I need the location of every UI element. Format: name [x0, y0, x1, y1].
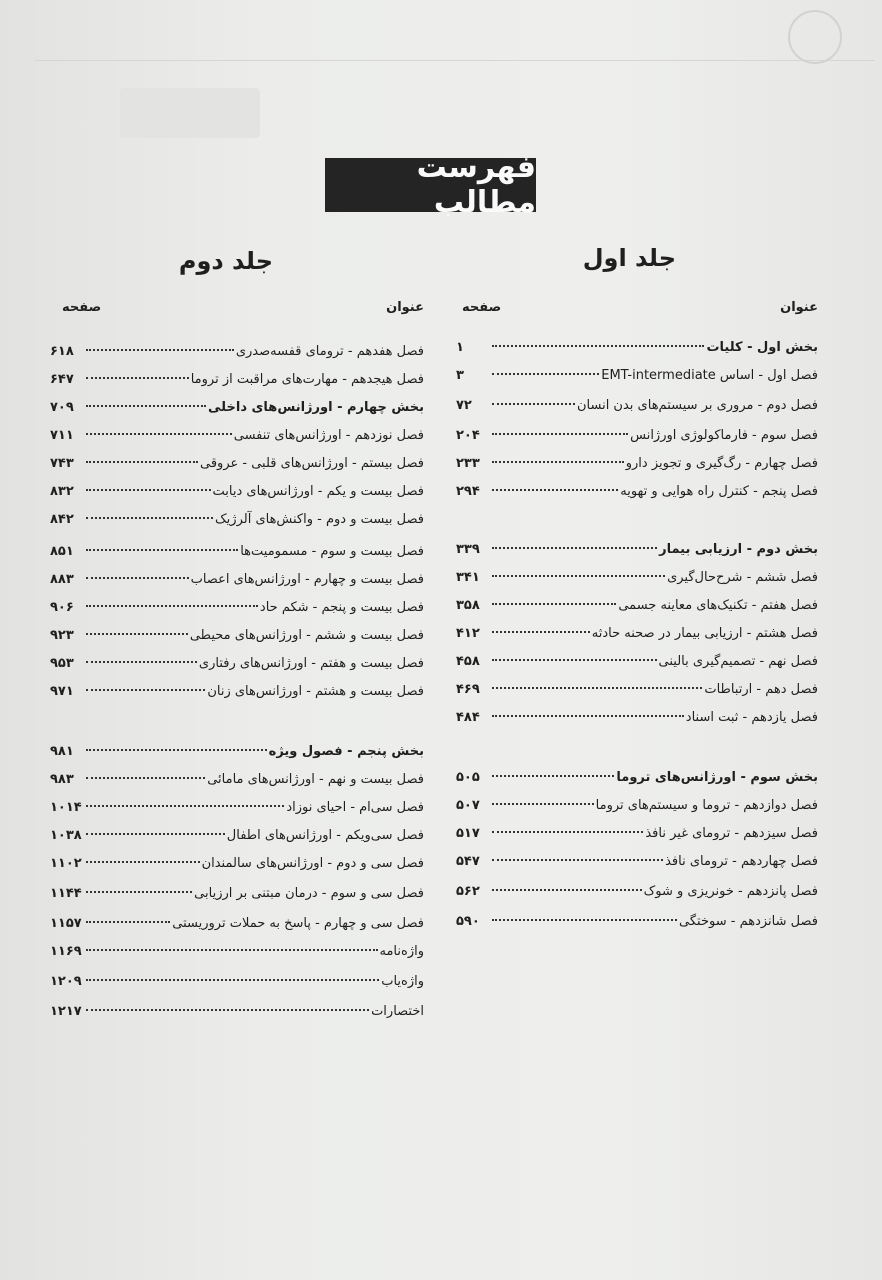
toc-chapter-row: [456, 914, 818, 938]
toc-entry-title: فصل بیست و هفتم - اورژانس‌های رفتاری: [198, 656, 424, 671]
toc-entry-title: فصل دوم - مروری بر سیستم‌های بدن انسان: [576, 398, 818, 413]
dot-leader: [492, 889, 642, 891]
toc-entry-title: فصل چهارم - رگ‌گیری و تجویز دارو: [625, 456, 818, 471]
toc-chapter-row: [50, 944, 424, 968]
dot-leader: [86, 891, 192, 893]
toc-entry-page: ۱۱۵۷: [50, 916, 82, 931]
dot-leader: [86, 949, 378, 951]
toc-chapter-row: [456, 710, 818, 734]
dot-leader: [492, 403, 575, 405]
toc-chapter-row: [50, 1004, 424, 1028]
toc-entry-title: فصل بیست و ششم - اورژانس‌های محیطی: [189, 628, 424, 643]
toc-chapter-row: [456, 854, 818, 878]
dot-leader: [492, 461, 624, 463]
toc-chapter-row: [50, 886, 424, 910]
toc-entry-page: ۵۰۷: [456, 798, 480, 813]
toc-entry-title: بخش دوم - ارزیابی بیمار: [659, 542, 818, 557]
toc-chapter-row: [50, 372, 424, 396]
volume-one-title: جلد اول: [582, 244, 676, 272]
toc-entry-title: فصل سوم - فارماکولوژی اورژانس: [630, 428, 818, 443]
dot-leader: [86, 979, 379, 981]
toc-entry-title: فصل اول - اساس EMT-intermediate: [601, 368, 818, 383]
dot-leader: [86, 861, 200, 863]
faded-page-badge: [788, 10, 842, 64]
toc-entry-title: فصل هشتم - ارزیابی بیمار در صحنه حادثه: [591, 626, 818, 641]
toc-entry-page: ۴۸۴: [456, 710, 480, 725]
toc-entry-title: بخش اول - کلیات: [706, 340, 818, 355]
dot-leader: [492, 715, 684, 717]
dot-leader: [86, 461, 198, 463]
faded-running-header: [35, 38, 875, 61]
toc-chapter-row: [50, 974, 424, 998]
toc-entry-title: فصل بیست و پنجم - شکم حاد: [259, 600, 424, 615]
dot-leader: [86, 577, 189, 579]
toc-entry-title: اختصارات: [371, 1004, 424, 1019]
dot-leader: [492, 433, 628, 435]
toc-entry-title: فصل دهم - ارتباطات: [704, 682, 818, 697]
toc-chapter-row: [50, 544, 424, 568]
toc-chapter-row: [50, 572, 424, 596]
volume-one-header-row: [456, 300, 818, 322]
toc-entry-title: فصل بیست و سوم - مسمومیت‌ها: [240, 544, 424, 559]
toc-entry-title: فصل بیست و هشتم - اورژانس‌های زنان: [207, 684, 424, 699]
dot-leader: [492, 489, 618, 491]
toc-entry-page: ۷۲: [456, 398, 472, 413]
dot-leader: [86, 405, 206, 407]
toc-part-row: [456, 542, 818, 566]
toc-chapter-row: [50, 484, 424, 508]
toc-chapter-row: [50, 456, 424, 480]
dot-leader: [86, 489, 211, 491]
toc-chapter-row: [456, 626, 818, 650]
toc-entry-title: بخش سوم - اورژانس‌های تروما: [616, 770, 818, 785]
toc-entry-page: ۷۰۹: [50, 400, 74, 415]
dot-leader: [492, 775, 614, 777]
toc-entry-page: ۹۸۳: [50, 772, 74, 787]
toc-entry-page: ۹۵۳: [50, 656, 74, 671]
toc-entry-page: ۷۱۱: [50, 428, 74, 443]
column-title-label: عنوان: [780, 300, 818, 315]
toc-chapter-row: [50, 916, 424, 940]
dot-leader: [492, 659, 657, 661]
toc-part-row: [456, 770, 818, 794]
dot-leader: [86, 661, 197, 663]
dot-leader: [86, 689, 205, 691]
toc-chapter-row: [50, 800, 424, 824]
toc-part-row: [456, 340, 818, 364]
toc-entry-title: فصل سی و دوم - اورژانس‌های سالمندان: [201, 856, 424, 871]
toc-part-row: [50, 400, 424, 424]
toc-entry-title: فصل نوزدهم - اورژانس‌های تنفسی: [233, 428, 424, 443]
toc-chapter-row: [456, 682, 818, 706]
dot-leader: [86, 433, 232, 435]
toc-entry-title: فصل سی و سوم - درمان مبتنی بر ارزیابی: [194, 886, 424, 901]
dot-leader: [86, 805, 284, 807]
dot-leader: [86, 349, 234, 351]
toc-entry-page: ۴۶۹: [456, 682, 480, 697]
dot-leader: [492, 373, 599, 375]
toc-chapter-row: [456, 368, 818, 392]
toc-chapter-row: [50, 656, 424, 680]
toc-entry-page: ۱۰۳۸: [50, 828, 82, 843]
toc-chapter-row: [50, 828, 424, 852]
toc-entry-title: فصل ششم - شرح‌حال‌گیری: [667, 570, 818, 585]
dot-leader: [492, 345, 704, 347]
toc-entry-page: ۵۱۷: [456, 826, 480, 841]
column-page-label: صفحه: [462, 300, 502, 315]
toc-entry-page: ۹۸۱: [50, 744, 74, 759]
toc-chapter-row: [50, 628, 424, 652]
toc-entry-page: ۹۰۶: [50, 600, 74, 615]
dot-leader: [86, 549, 238, 551]
toc-chapter-row: [50, 344, 424, 368]
toc-entry-page: ۱۰۱۴: [50, 800, 82, 815]
toc-chapter-row: [456, 428, 818, 452]
toc-entry-page: ۳۴۱: [456, 570, 480, 585]
toc-chapter-row: [50, 772, 424, 796]
toc-chapter-row: [456, 654, 818, 678]
toc-entry-title: فصل بیست و چهارم - اورژانس‌های اعصاب: [190, 572, 424, 587]
toc-entry-page: ۴۱۲: [456, 626, 480, 641]
volume-two-header-row: [50, 300, 424, 322]
toc-entry-title: فصل سی‌ام - احیای نوزاد: [286, 800, 424, 815]
toc-chapter-row: [456, 884, 818, 908]
toc-entry-page: ۵۹۰: [456, 914, 480, 929]
toc-chapter-row: [456, 798, 818, 822]
dot-leader: [492, 859, 663, 861]
toc-entry-page: ۸۸۳: [50, 572, 74, 587]
toc-chapter-row: [456, 570, 818, 594]
toc-entry-page: ۱۲۱۷: [50, 1004, 82, 1019]
toc-entry-title: فصل پنجم - کنترل راه هوایی و تهویه: [620, 484, 818, 499]
dot-leader: [492, 803, 594, 805]
toc-entry-page: ۹۲۳: [50, 628, 74, 643]
toc-chapter-row: [50, 684, 424, 708]
dot-leader: [86, 749, 267, 751]
toc-entry-page: ۹۷۱: [50, 684, 74, 699]
dot-leader: [492, 631, 590, 633]
toc-entry-page: ۶۱۸: [50, 344, 74, 359]
toc-entry-title: فصل شانزدهم - سوختگی: [679, 914, 818, 929]
toc-entry-page: ۱۱۰۲: [50, 856, 82, 871]
toc-entry-page: ۵۰۵: [456, 770, 480, 785]
column-page-label: صفحه: [62, 300, 102, 315]
toc-entry-page: ۸۳۲: [50, 484, 74, 499]
toc-entry-page: ۵۴۷: [456, 854, 480, 869]
toc-entry-page: ۱: [456, 340, 464, 355]
toc-entry-title: فصل بیست و دوم - واکنش‌های آلرژیک: [215, 512, 424, 527]
toc-entry-page: ۲۳۳: [456, 456, 480, 471]
dot-leader: [86, 833, 225, 835]
dot-leader: [492, 919, 677, 921]
toc-entry-page: ۳۵۸: [456, 598, 480, 613]
toc-entry-page: ۵۶۲: [456, 884, 480, 899]
toc-entry-page: ۲۰۴: [456, 428, 480, 443]
toc-chapter-row: [456, 456, 818, 480]
toc-entry-title: واژه‌یاب: [381, 974, 424, 989]
dot-leader: [492, 603, 616, 605]
dot-leader: [492, 575, 665, 577]
toc-entry-title: فصل دوازدهم - تروما و سیستم‌های تروما: [595, 798, 818, 813]
toc-entry-title: بخش چهارم - اورژانس‌های داخلی: [208, 400, 424, 415]
dot-leader: [86, 633, 188, 635]
toc-chapter-row: [50, 428, 424, 452]
toc-entry-title: فصل بیست و یکم - اورژانس‌های دیابت: [212, 484, 424, 499]
dot-leader: [86, 921, 170, 923]
toc-entry-page: ۳: [456, 368, 464, 383]
toc-entry-page: ۸۵۱: [50, 544, 74, 559]
toc-entry-page: ۱۱۶۹: [50, 944, 82, 959]
toc-entry-title: فصل یازدهم - ثبت اسناد: [685, 710, 818, 725]
toc-entry-title: فصل هفتم - تکنیک‌های معاینه جسمی: [618, 598, 818, 613]
toc-entry-title: فصل سی‌ویکم - اورژانس‌های اطفال: [226, 828, 424, 843]
toc-entry-title: واژه‌نامه: [379, 944, 424, 959]
toc-chapter-row: [456, 484, 818, 508]
toc-entry-page: ۲۹۴: [456, 484, 480, 499]
toc-entry-title: فصل سیزدهم - ترومای غیر نافذ: [645, 826, 818, 841]
toc-entry-page: ۴۵۸: [456, 654, 480, 669]
toc-entry-title: فصل بیستم - اورژانس‌های قلبی - عروقی: [200, 456, 424, 471]
volume-two-title: جلد دوم: [178, 247, 273, 275]
toc-part-row: [50, 744, 424, 768]
toc-chapter-row: [456, 598, 818, 622]
dot-leader: [86, 605, 258, 607]
dot-leader: [86, 377, 189, 379]
toc-chapter-row: [50, 512, 424, 536]
dot-leader: [86, 777, 205, 779]
dot-leader: [86, 1009, 369, 1011]
toc-chapter-row: [456, 826, 818, 850]
toc-entry-page: ۱۲۰۹: [50, 974, 82, 989]
toc-chapter-row: [456, 398, 818, 422]
toc-chapter-row: [50, 856, 424, 880]
toc-entry-page: ۸۴۲: [50, 512, 74, 527]
volume-two-toc: [50, 300, 424, 1040]
toc-entry-title: فصل سی و چهارم - پاسخ به حملات تروریستی: [172, 916, 424, 931]
page-title: فهرست مطالب: [325, 158, 536, 212]
dot-leader: [492, 687, 702, 689]
dot-leader: [86, 517, 213, 519]
toc-entry-title: بخش پنجم - فصول ویژه: [268, 744, 424, 759]
dot-leader: [492, 831, 643, 833]
toc-entry-page: ۱۱۴۴: [50, 886, 82, 901]
toc-entry-page: ۳۳۹: [456, 542, 480, 557]
toc-entry-title: فصل هفدهم - ترومای قفسه‌صدری: [235, 344, 424, 359]
toc-entry-title: فصل هیجدهم - مهارت‌های مراقبت از تروما: [190, 372, 424, 387]
toc-entry-page: ۷۴۳: [50, 456, 74, 471]
volume-one-toc: [456, 300, 818, 960]
column-title-label: عنوان: [386, 300, 424, 315]
toc-entry-title: فصل بیست و نهم - اورژانس‌های مامائی: [207, 772, 424, 787]
toc-entry-title: فصل چهاردهم - ترومای نافذ: [665, 854, 818, 869]
toc-entry-page: ۶۴۷: [50, 372, 74, 387]
dot-leader: [492, 547, 657, 549]
toc-entry-title: فصل نهم - تصمیم‌گیری بالینی: [658, 654, 818, 669]
toc-chapter-row: [50, 600, 424, 624]
faded-show-through-box: [120, 88, 260, 138]
toc-entry-title: فصل پانزدهم - خونریزی و شوک: [643, 884, 818, 899]
